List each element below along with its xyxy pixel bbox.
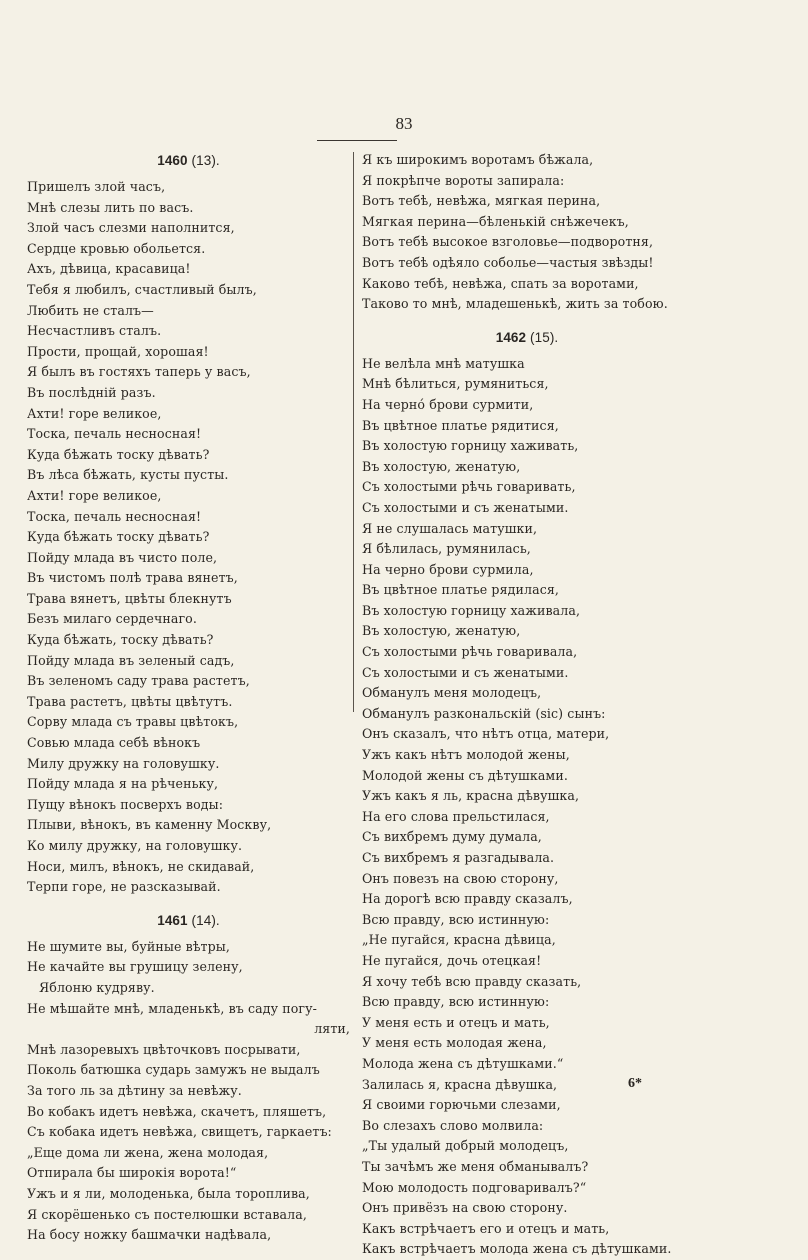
poem-line: Ты зачѣмъ же меня обманывалъ? (362, 1158, 589, 1174)
poem-line: Онъ сказалъ, что нѣтъ отца, матери, (362, 726, 610, 742)
poem-line: Не мѣшайте мнѣ, младенькѣ, въ саду погу- (27, 1000, 317, 1016)
poem-line: Какъ встрѣчаетъ его и отецъ и мать, (362, 1220, 610, 1236)
poem-line: Я не слушалась матушки, (362, 520, 538, 536)
poem-line: Отпирала бы широкія ворота!“ (27, 1165, 237, 1181)
poem-1461-body-b (27, 1040, 350, 1246)
poem-line: Всю правду, всю истинную: (362, 911, 550, 927)
poem-line: Я своими горючьми слезами, (362, 1097, 561, 1113)
poem-line: Не пугайся, дочь отецкая! (362, 952, 542, 968)
poem-line: Мнѣ бѣлиться, румяниться, (362, 376, 549, 392)
poem-line: Молодой жены съ дѣтушками. (362, 767, 568, 783)
header-rule (317, 140, 397, 141)
poem-line: „Не пугайся, красна дѣвица, (362, 932, 556, 948)
poem-line: Ко милу дружку, на головушку. (27, 838, 243, 853)
poem-line: Во кобакъ идетъ невѣжа, скачетъ, пляшетъ, (27, 1103, 327, 1119)
printer-signature: 6* (628, 1076, 642, 1091)
poem-1461-body-a (27, 937, 350, 978)
poem-line: Молода жена съ дѣтушками.“ (362, 1055, 564, 1071)
poem-line: Трава растетъ, цвѣты цвѣтутъ. (27, 693, 233, 709)
poem-line: Мою молодость подговаривалъ?“ (362, 1179, 587, 1195)
poem-line: Пойду млада я на рѣченьку, (27, 776, 219, 792)
poem-line: Несчастливъ сталъ. (27, 323, 162, 339)
poem-line: Ужъ какъ я ль, красна дѣвушка, (362, 788, 580, 804)
poem-heading-1460 (27, 150, 350, 177)
poem-line: Безъ милаго сердечнаго. (27, 611, 197, 627)
poem-line: На черно́ брови сурмити, (362, 396, 534, 412)
poem-line: Я къ широкимъ воротамъ бѣжала, (362, 152, 594, 167)
left-column (27, 150, 350, 1246)
poem-line-continuation: ляти, (314, 1021, 350, 1037)
poem-line: Какъ встрѣчаетъ молода жена съ дѣтушками. (362, 1241, 672, 1257)
poem-1461-continuation (362, 150, 692, 315)
poem-line: Я бѣлилась, румянилась, (362, 541, 531, 557)
poem-subnumber: (13). (191, 153, 220, 168)
poem-line: Ахъ, дѣвица, красавица! (27, 261, 191, 277)
poem-line: Съ холостыми и съ женатыми. (362, 664, 569, 680)
poem-line: Пущу вѣнокъ посверхъ воды: (27, 796, 224, 812)
poem-heading-1461 (27, 910, 350, 937)
poem-line: Въ холостую, женатую, (362, 458, 521, 474)
poem-line: Куда бѣжать, тоску дѣвать? (27, 632, 214, 648)
poem-number: 1462 (495, 329, 527, 345)
poem-line: Пришелъ злой часъ, (27, 179, 166, 194)
poem-1462-body (362, 354, 692, 1260)
poem-line: Ужъ и я ли, молоденька, была тороплива, (27, 1185, 310, 1201)
poem-line: Любить не сталъ— (27, 302, 154, 318)
poem-line: Ахти! горе великое, (27, 405, 162, 421)
poem-line: Съ вихбремъ думу думала, (362, 829, 542, 845)
page-number: 83 (395, 114, 413, 133)
poem-line: Поколь батюшка сударь замужъ не выдалъ (27, 1062, 320, 1078)
poem-line: Совью млада себѣ вѣнокъ (27, 735, 201, 751)
poem-line: У меня есть молодая жена, (362, 1035, 547, 1051)
poem-line: Пойду млада въ чисто поле, (27, 549, 218, 565)
poem-line: Въ чистомъ полѣ трава вянетъ, (27, 570, 238, 586)
poem-line: Всю правду, всю истинную: (362, 994, 550, 1010)
poem-line: Съ холостыми рѣчь говаривала, (362, 644, 578, 660)
poem-line: Обманулъ меня молодецъ, (362, 685, 542, 701)
poem-line: Въ лѣса бѣжать, кусты пусты. (27, 467, 229, 483)
poem-line: Не качайте вы грушицу зелену, (27, 959, 243, 975)
poem-line: Мнѣ лазоревыхъ цвѣточковъ посрывати, (27, 1041, 301, 1057)
poem-line: Прости, прощай, хорошая! (27, 343, 209, 359)
poem-line: На его слова прельстилася, (362, 808, 550, 824)
poem-line: Съ вихбремъ я разгадывала. (362, 850, 555, 865)
poem-line: Въ холостую горницу хаживала, (362, 602, 581, 618)
poem-line: Яблоню кудряву. (39, 979, 155, 995)
poem-line: Куда бѣжать тоску дѣвать? (27, 446, 210, 462)
right-column (362, 150, 692, 1260)
poem-subnumber: (14). (191, 912, 220, 928)
poem-line: Залилась я, красна дѣвушка, (362, 1076, 558, 1092)
poem-line: „Ты удалый добрый молодецъ, (362, 1138, 569, 1154)
poem-line: Мнѣ слезы лить по васъ. (27, 199, 194, 215)
poem-line: Я покрѣпче вороты запирала: (362, 172, 565, 188)
poem-line: Терпи горе, не разсказывай. (27, 879, 221, 895)
poem-line: Тоска, печаль несносная! (27, 426, 202, 442)
poem-line: За того ль за дѣтину за невѣжу. (27, 1082, 242, 1098)
poem-line: Таково то мнѣ, младешенькѣ, жить за тобою. (362, 296, 668, 312)
poem-line: На босу ножку башмачки надѣвала, (27, 1227, 272, 1243)
poem-line: Плыви, вѣнокъ, въ каменну Москву, (27, 817, 272, 833)
poem-line: Вотъ тебѣ, невѣжа, мягкая перина, (362, 193, 601, 209)
poem-line: Обманулъ разкональскій (sic) сынъ: (362, 705, 606, 721)
poem-line: Трава вянетъ, цвѣты блекнутъ (27, 590, 232, 606)
poem-line: Въ цвѣтное платье рядилася, (362, 582, 559, 598)
poem-line: Куда бѣжать тоску дѣвать? (27, 529, 210, 545)
poem-line: Во слезахъ слово молвила: (362, 1117, 544, 1133)
poem-line: Вотъ тебѣ высокое взголовье—подворотня, (362, 234, 654, 250)
poem-1460-body (27, 177, 350, 898)
poem-line: Съ холостыми рѣчь говаривать, (362, 479, 576, 495)
poem-line: Сорву млада съ травы цвѣтокъ, (27, 714, 239, 730)
poem-line: Въ холостую, женатую, (362, 623, 521, 639)
poem-line: Тоска, печаль несносная! (27, 508, 202, 524)
poem-line: У меня есть и отецъ и мать, (362, 1014, 550, 1030)
poem-line: Милу дружку на головушку. (27, 755, 220, 771)
poem-line: Съ холостыми и съ женатыми. (362, 499, 569, 515)
poem-number: 1461 (157, 912, 188, 928)
poem-line: Ужъ какъ нѣтъ молодой жены, (362, 747, 570, 763)
poem-line: Злой часъ слезми наполнится, (27, 220, 235, 236)
poem-line: Ахти! горе великое, (27, 487, 162, 503)
poem-line: Не велѣла мнѣ матушка (362, 355, 525, 371)
poem-line: „Еще дома ли жена, жена молодая, (27, 1144, 269, 1160)
poem-line: Въ цвѣтное платье рядитися, (362, 417, 559, 433)
poem-heading-1462 (362, 327, 692, 354)
column-divider (353, 152, 354, 712)
poem-line: Тебя я любилъ, счастливый былъ, (27, 281, 257, 297)
poem-line: Въ послѣдній разъ. (27, 384, 156, 400)
poem-line: Вотъ тебѣ одѣяло соболье—частыя звѣзды! (362, 254, 654, 270)
poem-line: Онъ повезъ на свою сторону, (362, 870, 559, 886)
poem-line: Въ зеленомъ саду трава растетъ, (27, 673, 250, 689)
poem-line: Я скорёшенько съ постелюшки вставала, (27, 1206, 307, 1222)
poem-line: Онъ привёзъ на свою сторону. (362, 1200, 568, 1216)
poem-line: Не шумите вы, буйные вѣтры, (27, 938, 230, 954)
poem-line: Пойду млада въ зеленый садъ, (27, 652, 235, 668)
poem-line: На дорогѣ всю правду сказалъ, (362, 891, 573, 907)
poem-line: Сердце кровью обольется. (27, 240, 206, 256)
poem-line: Съ кобака идетъ невѣжа, свищетъ, гаркаетъ: (27, 1124, 332, 1140)
poem-line: Я хочу тебѣ всю правду сказать, (362, 973, 582, 989)
poem-subnumber: (15). (530, 329, 559, 345)
poem-line: Мягкая перина—бѣленькій снѣжечекъ, (362, 213, 629, 229)
poem-line: Въ холостую горницу хаживать, (362, 438, 579, 454)
poem-line: Носи, милъ, вѣнокъ, не скидавай, (27, 858, 255, 874)
poem-number: 1460 (157, 153, 188, 168)
poem-line: На черно брови сурмила, (362, 561, 534, 577)
poem-line: Каково тебѣ, невѣжа, спать за воротами, (362, 275, 639, 291)
poem-line: Я былъ въ гостяхъ таперь у васъ, (27, 364, 251, 380)
